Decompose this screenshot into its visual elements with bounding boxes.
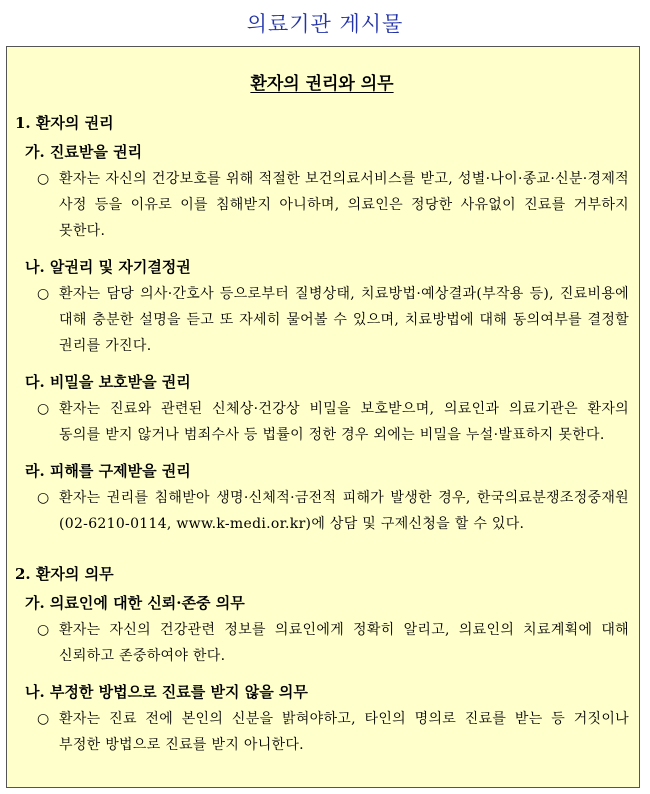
circle-bullet-icon: ○ <box>37 711 50 727</box>
circle-bullet-icon: ○ <box>37 286 50 302</box>
item-heading: 라. 피해를 구제받을 권리 <box>25 462 191 480</box>
item-body <box>37 706 629 758</box>
item-body <box>37 485 629 537</box>
item-text: 환자는 자신의 건강보호를 위해 적절한 보건의료서비스를 받고, 성별·나이·종교·신분·경제적 사정 등을 이유로 이를 침해받지 아니하며, 의료인은 정당한 사유없이 진료를 거부하지 못한다. <box>59 171 629 239</box>
notice-board <box>6 46 640 788</box>
item-text: 환자는 진료와 관련된 신체상·건강상 비밀을 보호받으며, 의료인과 의료기관은 환자의 동의를 받지 않거나 범죄수사 등 법률이 정한 경우 외에는 비밀을 누설·발표하지 못한다. <box>59 401 629 443</box>
document-title <box>15 69 629 94</box>
item-heading: 가. 의료인에 대한 신뢰·존중 의무 <box>25 594 245 612</box>
page-title: 의료기관 게시물 <box>246 12 404 36</box>
item-body <box>37 396 629 448</box>
item-text: 환자는 자신의 건강관련 정보를 의료인에게 정확히 알리고, 의료인의 치료계획에 대해 신뢰하고 존중하여야 한다. <box>59 622 629 664</box>
item-right-to-treatment <box>15 141 629 244</box>
item-right-to-privacy <box>15 371 629 448</box>
item-body <box>37 617 629 669</box>
item-right-to-know <box>15 256 629 359</box>
item-text: 환자는 진료 전에 본인의 신분을 밝혀야하고, 타인의 명의로 진료를 받는 등 거짓이나 부정한 방법으로 진료를 받지 아니한다. <box>59 711 629 753</box>
section-heading-rights: 1. 환자의 권리 <box>15 114 114 132</box>
item-heading: 나. 부정한 방법으로 진료를 받지 않을 의무 <box>25 683 308 701</box>
item-body <box>37 166 629 244</box>
circle-bullet-icon: ○ <box>37 171 50 187</box>
circle-bullet-icon: ○ <box>37 401 50 417</box>
item-duty-of-trust <box>15 592 629 669</box>
item-duty-of-honesty <box>15 681 629 758</box>
item-heading: 가. 진료받을 권리 <box>25 143 143 161</box>
item-right-to-relief <box>15 460 629 537</box>
item-text: 환자는 담당 의사·간호사 등으로부터 질병상태, 치료방법·예상결과(부작용 등), 진료비용에 대해 충분한 설명을 듣고 또 자세히 물어볼 수 있으며, 치료방법에 대해 동의여부를 결정할 권리를 가진다. <box>59 286 629 354</box>
item-heading: 나. 알권리 및 자기결정권 <box>25 258 191 276</box>
item-heading: 다. 비밀을 보호받을 권리 <box>25 373 191 391</box>
circle-bullet-icon: ○ <box>37 490 50 506</box>
item-text: 환자는 권리를 침해받아 생명·신체적·금전적 피해가 발생한 경우, 한국의료분쟁조정중재원(02-6210-0114, www.k-medi.or.kr)에 상담 및 구제신청을 할 수 있다. <box>59 490 629 532</box>
document-title-text: 환자의 권리와 의무 <box>250 74 394 94</box>
section-heading-duties: 2. 환자의 의무 <box>15 565 114 583</box>
circle-bullet-icon: ○ <box>37 622 50 638</box>
item-body <box>37 281 629 359</box>
